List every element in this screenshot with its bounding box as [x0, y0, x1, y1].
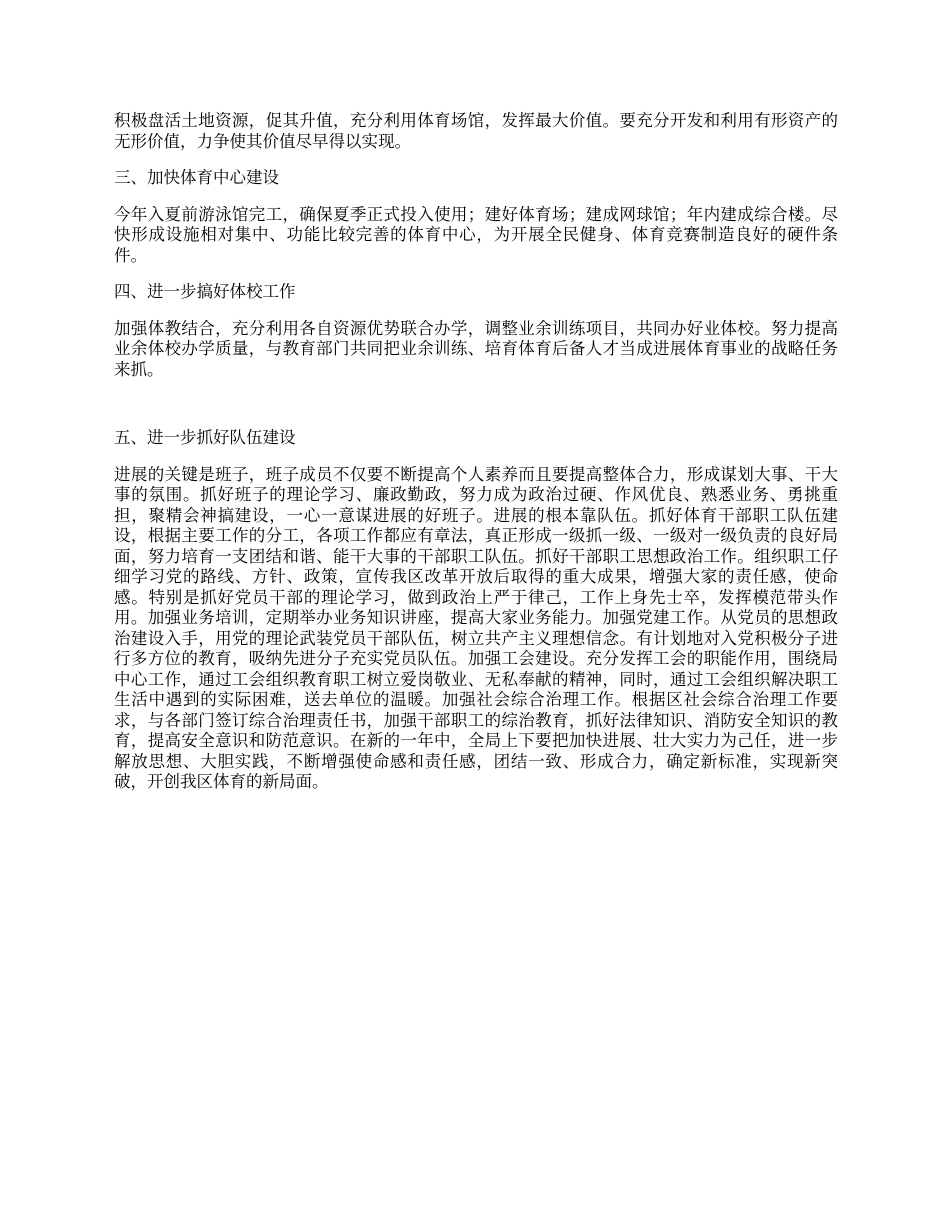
- section-heading-sports-center: 三、加快体育中心建设: [114, 168, 279, 187]
- paragraph-sports-center: 今年入夏前游泳馆完工，确保夏季正式投入使用；建好体育场；建成网球馆；年内建成综合楼。尽快形成设施相对集中、功能比较完善的体育中心，为开展全民健身、体育竞赛制造良好的硬件条件。: [114, 204, 838, 265]
- spacer: [114, 303, 838, 319]
- section-heading-sports-school: 四、进一步搞好体校工作: [114, 282, 296, 301]
- spacer: [114, 189, 838, 205]
- spacer: [114, 380, 838, 428]
- spacer: [114, 152, 838, 168]
- spacer: [114, 449, 838, 465]
- document-body: [114, 111, 838, 793]
- paragraph-team-building: 进展的关键是班子，班子成员不仅要不断提高个人素养而且要提高整体合力，形成谋划大事、干大事的氛围。抓好班子的理论学习、廉政勤政，努力成为政治过硬、作风优良、熟悉业务、勇挑重担，聚精会神搞建设，一心一意谋进展的好班子。进展的根本靠队伍。抓好体育干部职工队伍建设，根据主要工作的分工，各项工作都应有章法，真正形成一级抓一级、一级对一级负责的良好局面，努力培育一支团结和谐、能干大事的干部职工队伍。抓好干部职工思想政治工作。组织职工仔细学习党的路线、方针、政策，宣传我区改革开放后取得的重大成果，增强大家的责任感，使命感。特别是抓好党员干部的理论学习，做到政治上严于律己，工作上身先士卒，发挥模范带头作用。加强业务培训，定期举办业务知识讲座，提高大家业务能力。加强党建工作。从党员的思想政治建设入手，用党的理论武装党员干部队伍，树立共产主义理想信念。有计划地对入党积极分子进行多方位的教育，吸纳先进分子充实党员队伍。加强工会建设。充分发挥工会的职能作用，围绕局中心工作，通过工会组织教育职工树立爱岗敬业、无私奉献的精神，同时，通过工会组织解决职工生活中遇到的实际困难，送去单位的温暖。加强社会综合治理工作。根据区社会综合治理工作要求，与各部门签订综合治理责任书，加强干部职工的综治教育，抓好法律知识、消防安全知识的教育，提高安全意识和防范意识。在新的一年中，全局上下要把加快进展、壮大实力为己任，进一步解放思想、大胆实践，不断增强使命感和责任感，团结一致、形成合力，确定新标准，实现新突破，开创我区体育的新局面。: [114, 464, 838, 791]
- spacer: [114, 266, 838, 282]
- paragraph-land-resources: 积极盘活土地资源，促其升值，充分利用体育场馆，发挥最大价值。要充分开发和利用有形资产的无形价值，力争使其价值尽早得以实现。: [114, 111, 838, 151]
- section-heading-team-building: 五、进一步抓好队伍建设: [114, 428, 296, 447]
- paragraph-sports-school: 加强体教结合，充分利用各自资源优势联合办学，调整业余训练项目，共同办好业体校。努力提高业余体校办学质量，与教育部门共同把业余训练、培育体育后备人才当成进展体育事业的战略任务来抓。: [114, 318, 838, 379]
